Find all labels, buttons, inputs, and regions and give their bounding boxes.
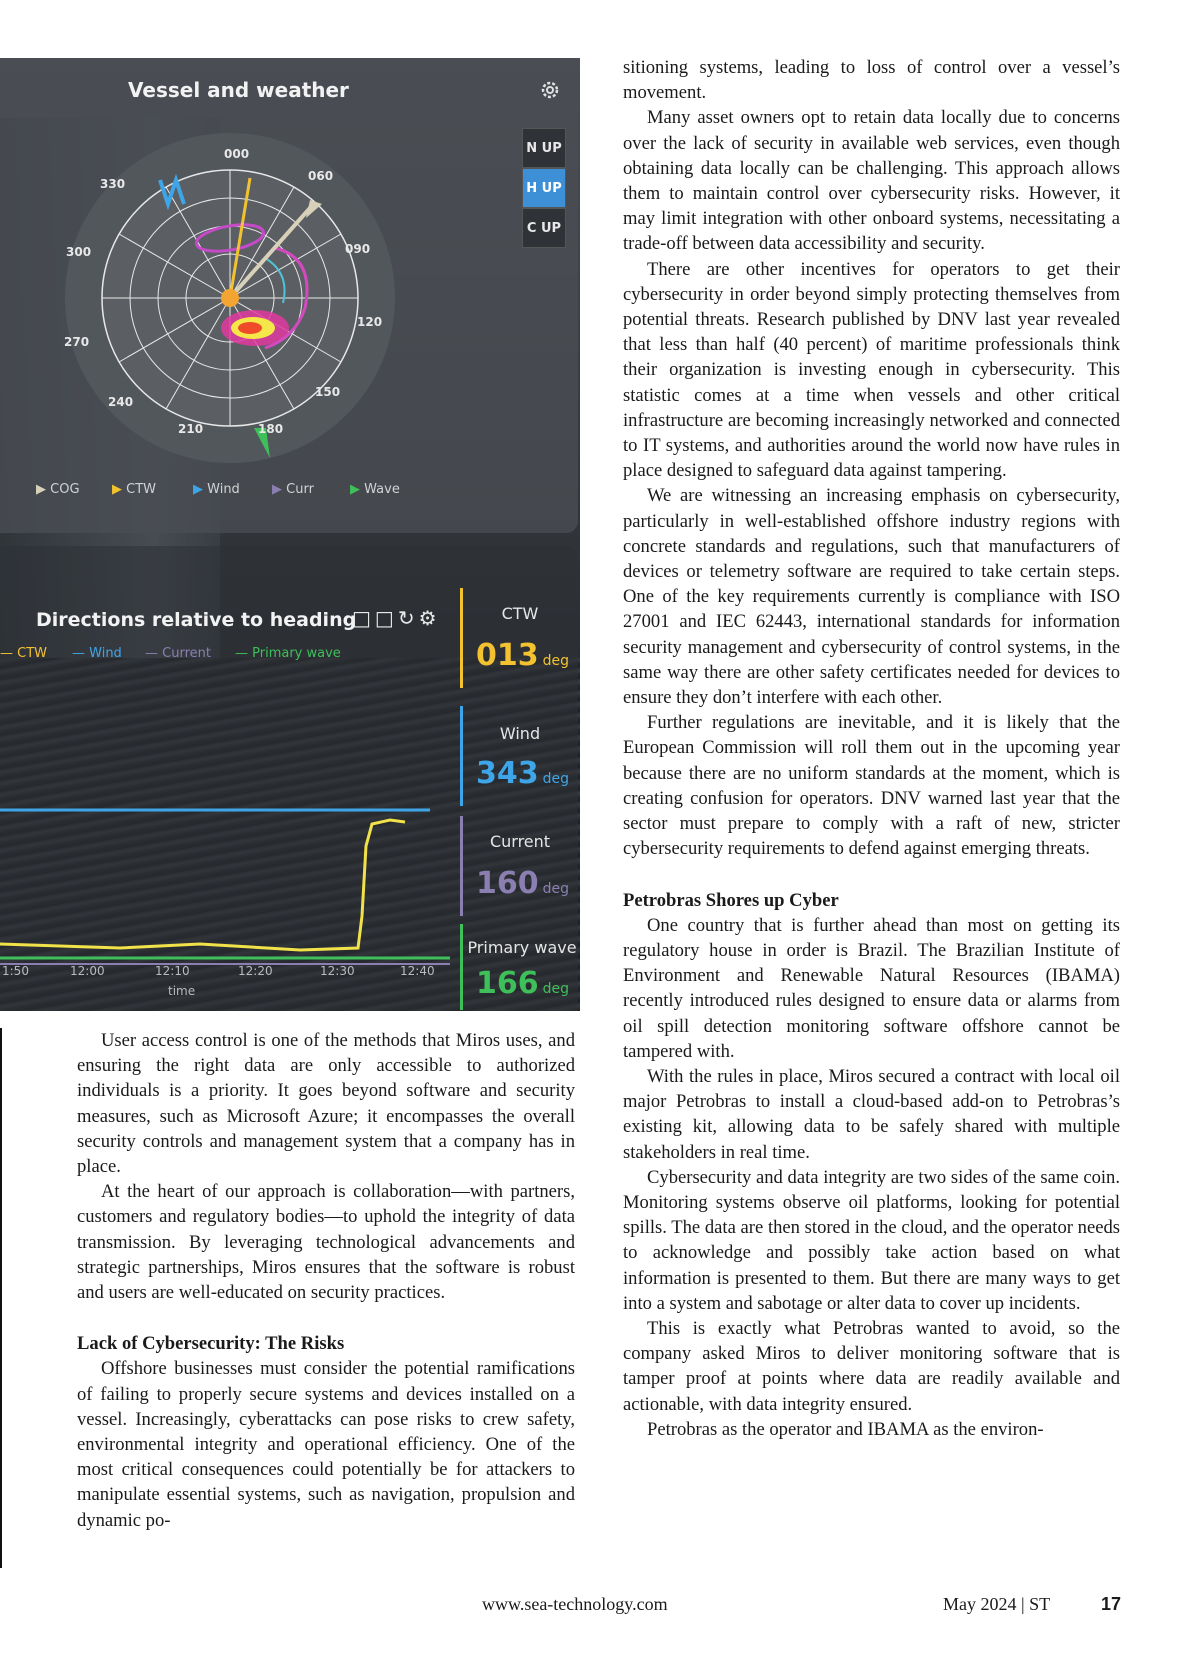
legend-line-wind: — Wind (72, 646, 122, 661)
compass-label-300: 300 (66, 245, 92, 259)
legend-line-ctw: — CTW (0, 646, 48, 661)
crop-icon[interactable]: □ (352, 606, 375, 630)
compass-label-180: 180 (258, 422, 284, 436)
primary-wave-indicator-bar (460, 924, 463, 1010)
wind-indicator-bar (460, 706, 463, 806)
ctw-readout-label: CTW (501, 604, 539, 623)
paragraph: Many asset owners opt to retain data locally due to concerns over the lack of security in available web services, even though obtaining data locally can be challenging. This approach allows them to maintain control over cybersecurity risks. However, it may limit integration with other onboard systems, necessitating a trade-off between data accessibility and security. (623, 107, 1120, 255)
panel-toolbar (352, 606, 441, 630)
wind-readout-value: 343 deg (476, 756, 570, 791)
time-tick: 12:00 (70, 964, 105, 978)
time-tick: 12:10 (155, 964, 190, 978)
vessel-panel-title: Vessel and weather (128, 78, 349, 102)
north-up-button[interactable]: N UP (522, 128, 566, 168)
paragraph: One country that is further ahead than most on getting its regulatory house in order is Brazil. The Brazilian Institute of Environment and Renewable Natural Resources (IBAMA) recently introduced rules designed to ensure data or alarms from oil spill detection monitoring software offshore cannot be tampered with. (623, 914, 1120, 1062)
compass-label-270: 270 (64, 335, 90, 349)
legend-ctw: ▶ CTW (112, 482, 157, 497)
paragraph: Further regulations are inevitable, and it is likely that the European Commission will roll them out in the upcoming year because there are no uniform standards at the moment, which is creating confusion for operators. DNV warned last year that the sector must prepare to comply with a raft of new, stricter cybersecurity requirements to defend against emerging threats. (623, 712, 1120, 860)
ctw-series-line (0, 820, 405, 950)
page-number: 17 (1101, 1594, 1122, 1614)
time-series-plot (0, 676, 450, 996)
dashboard-photo (0, 58, 580, 1011)
paragraph: At the heart of our approach is collaboration—with partners, customers and regulatory bodies—to uphold the integrity of data transmission. By leveraging technological advancements and strategic partnerships, Miros ensures that the software is robust and users are well-educated on security practices. (77, 1181, 575, 1304)
legend-cog: ▶ COG (36, 482, 80, 497)
compass-label-210: 210 (178, 422, 204, 436)
paragraph: sitioning systems, leading to loss of control over a vessel’s movement. (623, 57, 1120, 104)
settings-gear-icon[interactable] (538, 78, 562, 102)
compass-label-150: 150 (315, 385, 341, 399)
primary-wave-readout-label: Primary wave (467, 938, 577, 957)
section-heading: Lack of Cybersecurity: The Risks (77, 1333, 345, 1355)
time-tick: 12:20 (238, 964, 273, 978)
time-tick: 12:30 (320, 964, 355, 978)
legend-wave: ▶ Wave (350, 482, 400, 497)
current-readout-value: 160 deg (476, 866, 570, 901)
compass-label-330: 330 (100, 177, 126, 191)
footer-url: www.sea-technology.com (482, 1594, 668, 1614)
column-rule (0, 1028, 2, 1568)
crop-alt-icon[interactable]: □ (374, 606, 398, 630)
wave-spectrum-center (238, 322, 262, 334)
section-heading: Petrobras Shores up Cyber (623, 889, 839, 911)
paragraph: This is exactly what Petrobras wanted to avoid, so the company asked Miros to deliver monitoring software that is tamper proof at points where data are readily available and actionable, with data integrity ensured. (623, 1317, 1120, 1415)
right-column (623, 55, 1120, 1442)
paragraph: User access control is one of the methods that Miros uses, and ensuring the right data are only accessible to authorized individuals is a priority. It goes beyond software and security measures, such as Microsoft Azure; it encompasses the overall security controls and management system that a company has in place. (77, 1030, 575, 1178)
polar-plot (60, 128, 430, 468)
ctw-readout-value: 013 deg (476, 638, 570, 673)
heading-up-button[interactable]: H UP (522, 168, 566, 208)
refresh-icon[interactable]: ↻ (397, 606, 419, 630)
time-axis-label: time (168, 984, 196, 998)
left-column (77, 1028, 575, 1533)
vessel-center (221, 289, 239, 307)
compass-label-240: 240 (108, 395, 134, 409)
directions-panel (0, 546, 578, 1011)
directions-panel-title: Directions relative to heading (36, 609, 357, 631)
primary-wave-readout-value: 166 deg (476, 966, 570, 1001)
ctw-indicator-bar (460, 588, 463, 688)
paragraph: Offshore businesses must consider the potential ramifications of failing to properly secure systems and devices installed on a vessel. Increasingly, cyberattacks can pose risks to crew safety, environmental integrity and operational efficiency. One of the most critical consequences could potentially be for attackers to manipulate essential systems, such as navigation, propulsion and dynamic po- (77, 1358, 575, 1531)
legend-curr: ▶ Curr (272, 482, 314, 497)
compass-label-060: 060 (308, 169, 334, 183)
legend-line-primary-wave: — Primary wave (235, 646, 341, 661)
paragraph: Cybersecurity and data integrity are two sides of the same coin. Monitoring systems observe oil platforms, looking for potential spills. The data are then stored in the cloud, and the operator needs to acknowledge and possibly take action based on what information is presented to them. But there are many ways to get into a system and sabotage or alter data to cover up incidents. (623, 1166, 1120, 1314)
compass-label-000: 000 (224, 147, 250, 161)
paragraph: Petrobras as the operator and IBAMA as the environ- (647, 1418, 1044, 1440)
settings-icon[interactable]: ⚙ (418, 606, 441, 630)
current-readout-label: Current (489, 832, 551, 851)
current-indicator-bar (460, 816, 463, 916)
time-tick: 12:40 (400, 964, 435, 978)
vessel-weather-panel (0, 58, 578, 533)
time-tick: 1:50 (2, 964, 29, 978)
paragraph: We are witnessing an increasing emphasis on cybersecurity, particularly in well-established offshore industry regions with concrete standards and regulations, such that manufacturers of devices or telemetry software are required to take certain steps. One of the key requirements currently is compliance with ISO 27001 and IEC 62443, international standards for information security management and cybersecurity of control systems, in the same way there are other safety certificates needed for devices to ensure they don’t interfere with each other. (623, 485, 1120, 709)
footer-date: May 2024 | ST (943, 1594, 1051, 1614)
compass-label-090: 090 (345, 242, 371, 256)
legend-line-current: — Current (145, 646, 211, 661)
compass-label-120: 120 (357, 315, 383, 329)
paragraph: There are other incentives for operators to get their cybersecurity in order beyond simply protecting themselves from potential threats. Research published by DNV last year revealed that less than half (40 percent) of maritime professionals think their organization is investing enough in cybersecurity. This statistic comes at a time when vessels and other critical infrastructure are becoming increasingly networked and connected to IT systems, and authorities around the world now have rules in place designed to safeguard data against tampering. (623, 258, 1120, 482)
wind-readout-label: Wind (499, 724, 541, 743)
legend-wind: ▶ Wind (193, 482, 240, 497)
paragraph: With the rules in place, Miros secured a contract with local oil major Petrobras to install a cloud-based add-on to Petrobras’s existing kit, allowing data to be safely shared with multiple stakeholders in real time. (623, 1065, 1120, 1163)
course-up-button[interactable]: C UP (522, 208, 566, 248)
